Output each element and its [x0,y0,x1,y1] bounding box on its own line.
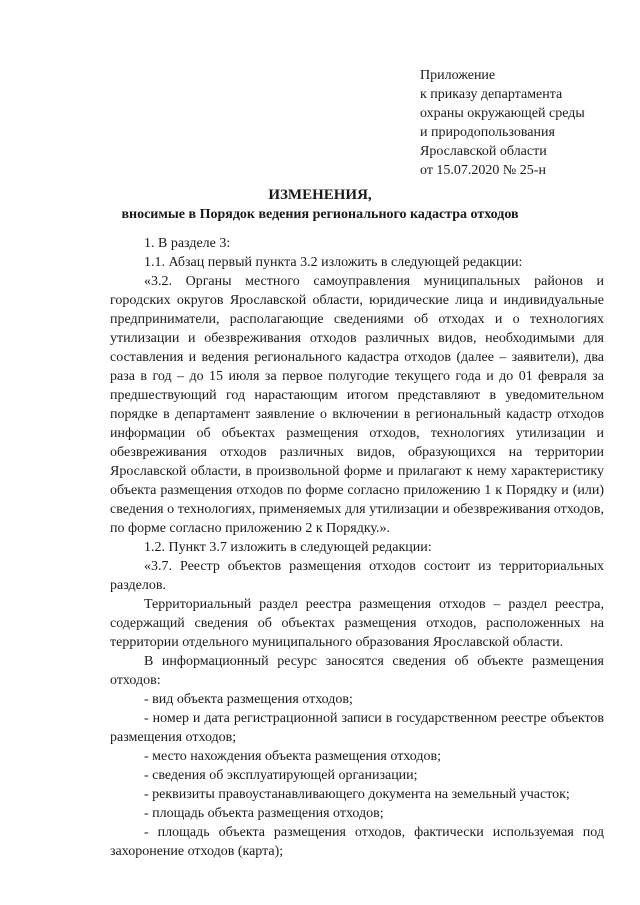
approval-line: Приложение [420,68,496,83]
list-item: - площадь объекта размещения отходов; [144,806,384,821]
approval-line: Ярославской области [420,144,547,159]
approval-block [420,66,620,180]
approval-line: охраны окружающей среды [420,106,585,121]
approval-line: и природопользования [420,125,555,140]
document-body [110,234,604,861]
list-item: - место нахождения объекта размещения отходов; [144,749,441,764]
paragraph-text: Территориальный раздел реестра размещения отходов – раздел реестра, содержащий сведения об объектах размещения отходов, расположенных на территории отдельного муниципального образования Ярославской области. [110,597,604,650]
paragraph-quote: «3.2. Органы местного самоуправления муниципальных районов и городских округов Ярославской области, юридические лица и индивидуальные предприниматели, располагающие сведениями об отходах и о технологиях утилизации и обезвреживания отходов различных видов, необходимыми для составления и ведения регионального кадастра отходов (далее – заявители), два раза в год – до 15 июля за первое полугодие текущего года и до 01 февраля за предшествующий год нарастающим итогом представляют в уведомительном порядке в департамент заявление о включении в региональный кадастр отходов информации об объектах размещения отходов, технологиях утилизации и обезвреживания отходов различных видов, образующихся на территории Ярославской области, в произвольной форме и прилагают к нему характеристику объекта размещения отходов по форме согласно приложению 1 к Порядку и (или) сведения о технологиях, применяемых для утилизации и обезвреживания отходов, по форме согласно приложению 2 к Порядку.». [110,274,604,536]
paragraph-section: 1. В разделе 3: [144,236,231,251]
list-item: - реквизиты правоустанавливающего документа на земельный участок; [144,787,570,802]
list-item: - номер и дата регистрационной записи в государственном реестре объектов размещения отходов; [110,711,604,745]
list-item: - вид объекта размещения отходов; [144,692,353,707]
paragraph-quote: «3.7. Реестр объектов размещения отходов состоит из территориальных разделов. [110,559,604,593]
paragraph-item: 1.1. Абзац первый пункта 3.2 изложить в следующей редакции: [144,255,523,270]
approval-line: к приказу департамента [420,87,563,102]
approval-line: от 15.07.2020 № 25-н [420,163,546,178]
paragraph-item: 1.2. Пункт 3.7 изложить в следующей редакции: [144,540,432,555]
document-subtitle: вносимые в Порядок ведения регионального кадастра отходов [121,207,519,222]
list-item: - площадь объекта размещения отходов, фактически используемая под захоронение отходов (карта); [110,825,604,859]
paragraph-text: В информационный ресурс заносятся сведения об объекте размещения отходов: [110,654,604,688]
list-item: - сведения об эксплуатирующей организации; [144,768,418,783]
document-title: ИЗМЕНЕНИЯ, [268,187,372,203]
